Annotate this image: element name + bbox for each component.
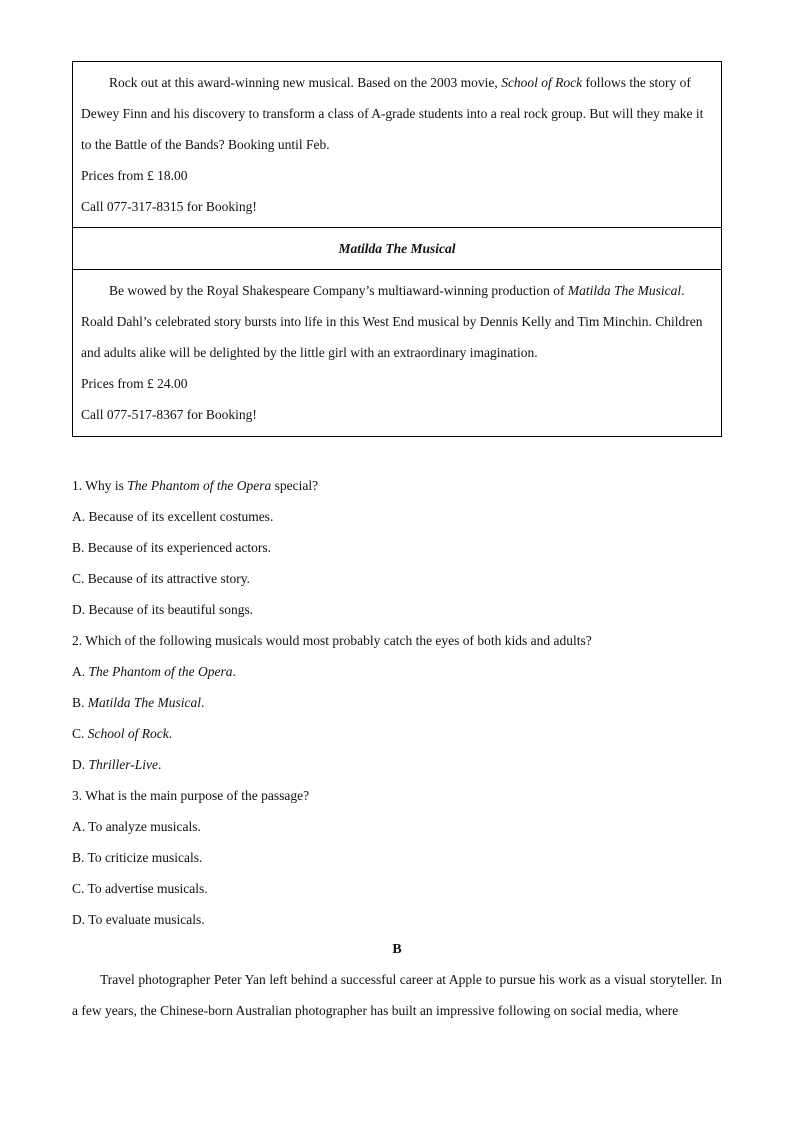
question-1-option-d: D. Because of its beautiful songs. — [72, 602, 254, 617]
question-1-option-a: A. Because of its excellent costumes. — [72, 509, 274, 524]
school-of-rock-call: Call 077-317-8315 for Booking! — [81, 199, 257, 214]
matilda-description: Be wowed by the Royal Shakespeare Company’s multiaward-winning production of Matilda The Musical. Roald Dahl’s celebrated story bursts into life in this West End musical by Dennis Kelly and Tim Minchin. Children and adults alike will be delighted by the little girl with an extraordinary imagination. — [81, 283, 703, 360]
question-3-option-b: B. To criticize musicals. — [72, 850, 203, 865]
section-b — [72, 936, 722, 1026]
question-1: 1. Why is The Phantom of the Opera special? — [72, 478, 319, 493]
matilda-cell — [73, 270, 721, 436]
question-2-option-a: A. The Phantom of the Opera. — [72, 664, 236, 679]
musicals-table — [72, 61, 722, 437]
question-3-option-a: A. To analyze musicals. — [72, 819, 201, 834]
question-2-option-c: C. School of Rock. — [72, 726, 173, 741]
question-3-option-d: D. To evaluate musicals. — [72, 912, 205, 927]
question-2-option-b: B. Matilda The Musical. — [72, 695, 205, 710]
section-b-heading: B — [392, 942, 402, 957]
matilda-call: Call 077-517-8367 for Booking! — [81, 407, 257, 422]
question-3-option-c: C. To advertise musicals. — [72, 881, 208, 896]
matilda-price: Prices from £ 24.00 — [81, 376, 188, 391]
question-1-option-b: B. Because of its experienced actors. — [72, 540, 272, 555]
question-2: 2. Which of the following musicals would most probably catch the eyes of both kids and adults? — [72, 633, 592, 648]
section-b-paragraph: Travel photographer Peter Yan left behind a successful career at Apple to pursue his work as a visual storyteller. In a few years, the Chinese-born Australian photographer has built an impressive following on social media, where — [72, 972, 722, 1018]
school-of-rock-cell — [73, 62, 721, 228]
question-1-option-c: C. Because of its attractive story. — [72, 571, 250, 586]
matilda-title: Matilda The Musical — [73, 228, 721, 270]
school-of-rock-description: Rock out at this award-winning new musical. Based on the 2003 movie, School of Rock follows the story of Dewey Finn and his discovery to transform a class of A-grade students into a real rock group. But will they make it to the Battle of the Bands? Booking until Feb. — [81, 75, 704, 152]
questions-section — [72, 470, 722, 935]
question-3: 3. What is the main purpose of the passage? — [72, 788, 310, 803]
question-2-option-d: D. Thriller-Live. — [72, 757, 162, 772]
school-of-rock-price: Prices from £ 18.00 — [81, 168, 188, 183]
